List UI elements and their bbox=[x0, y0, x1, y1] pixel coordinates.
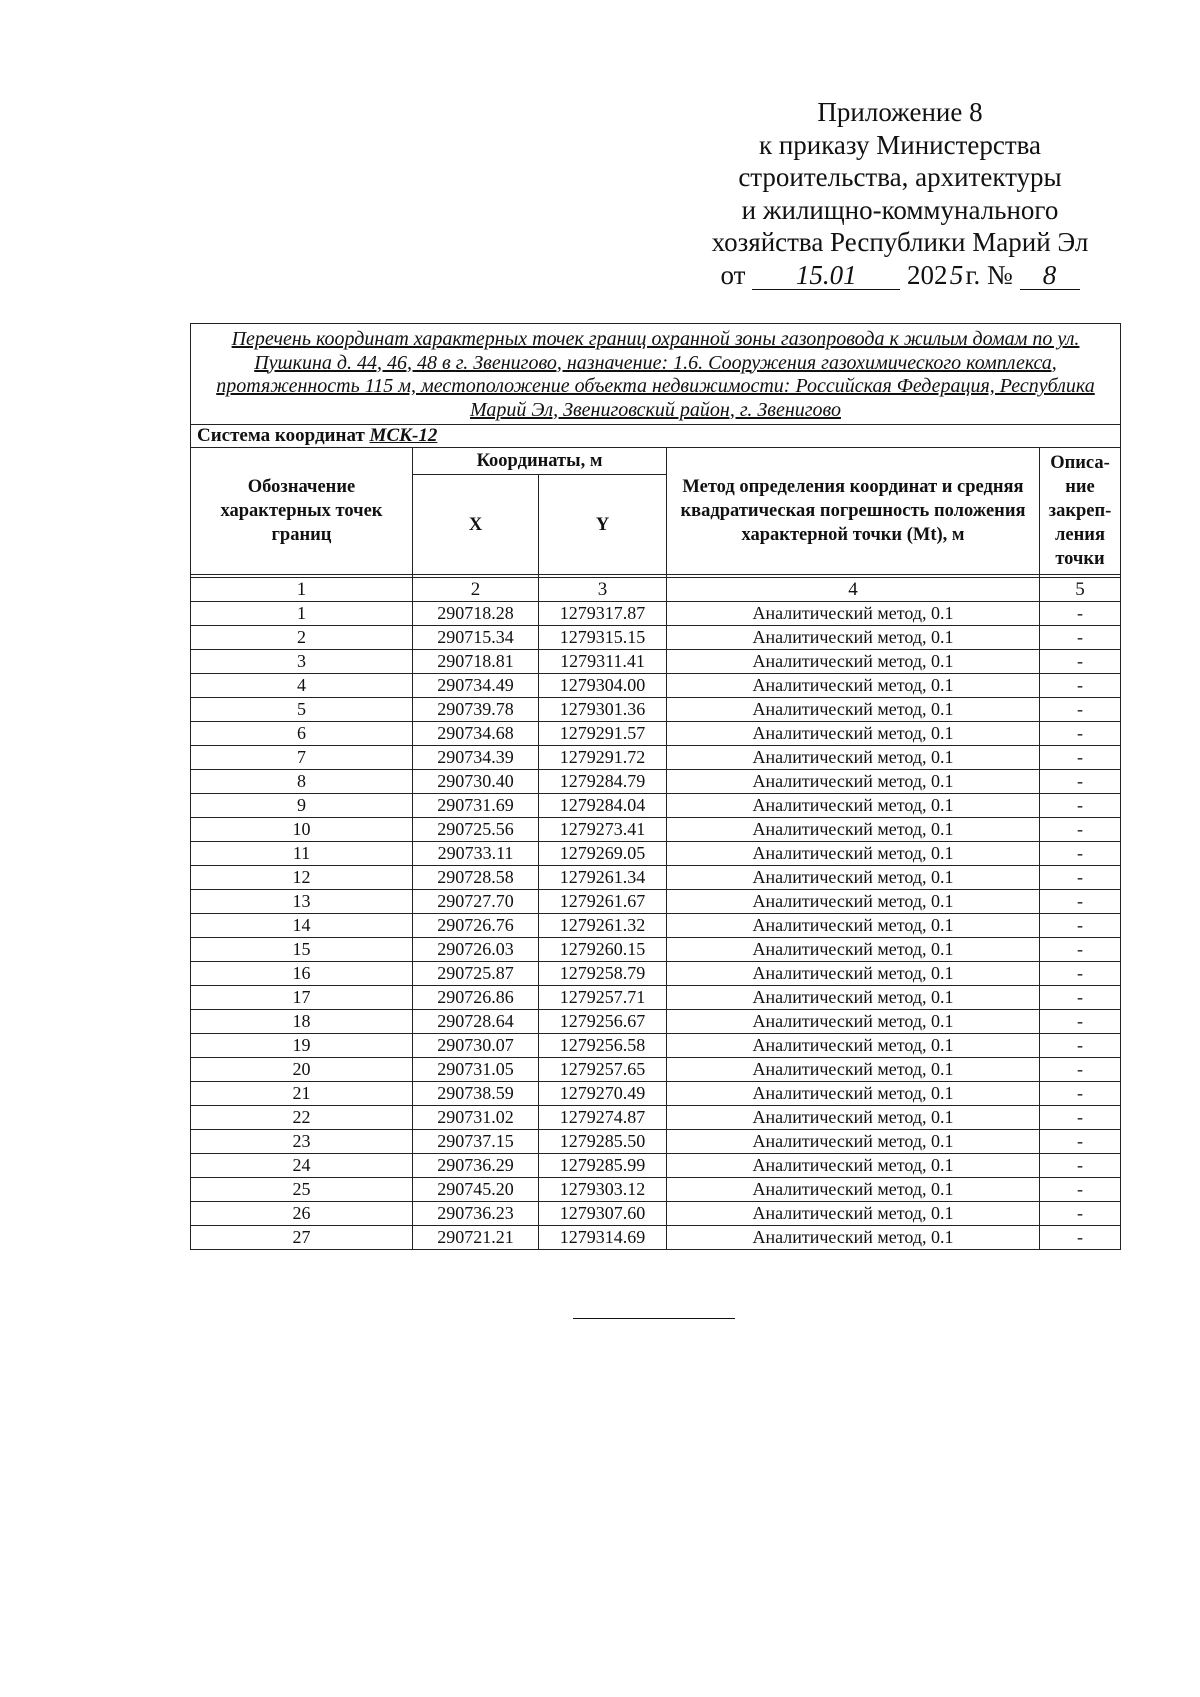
desc-cell: - bbox=[1040, 962, 1121, 986]
point-id-cell: 26 bbox=[191, 1202, 413, 1226]
year-prefix: 202 bbox=[906, 259, 948, 290]
appendix-title: Приложение 8 bbox=[817, 97, 983, 127]
y-cell: 1279261.67 bbox=[539, 890, 667, 914]
method-cell: Аналитический метод, 0.1 bbox=[667, 1010, 1040, 1034]
desc-cell: - bbox=[1040, 1154, 1121, 1178]
x-cell: 290721.21 bbox=[413, 1226, 539, 1250]
ministry-line-1: строительства, архитектуры bbox=[738, 162, 1062, 192]
table-row bbox=[191, 866, 1121, 890]
x-cell: 290733.11 bbox=[413, 842, 539, 866]
table-row bbox=[191, 698, 1121, 722]
y-cell: 1279285.50 bbox=[539, 1130, 667, 1154]
method-cell: Аналитический метод, 0.1 bbox=[667, 722, 1040, 746]
method-cell: Аналитический метод, 0.1 bbox=[667, 962, 1040, 986]
header-method: Метод определения координат и средняя квадратическая погрешность положения характерной точки (Mt), м bbox=[667, 448, 1040, 575]
end-rule bbox=[573, 1318, 735, 1319]
header-y: Y bbox=[539, 475, 667, 575]
order-date-line bbox=[680, 259, 1120, 292]
x-cell: 290731.69 bbox=[413, 794, 539, 818]
ministry-line-2: и жилищно-коммунального bbox=[741, 194, 1059, 225]
desc-cell: - bbox=[1040, 1226, 1121, 1250]
method-cell: Аналитический метод, 0.1 bbox=[667, 818, 1040, 842]
desc-cell: - bbox=[1040, 866, 1121, 890]
y-cell: 1279291.72 bbox=[539, 746, 667, 770]
method-cell: Аналитический метод, 0.1 bbox=[667, 770, 1040, 794]
x-cell: 290725.87 bbox=[413, 962, 539, 986]
desc-cell: - bbox=[1040, 938, 1121, 962]
header-desc: Описа-ние закреп-ления точки bbox=[1040, 448, 1121, 575]
coordinate-system-row bbox=[191, 425, 1121, 448]
column-number: 4 bbox=[667, 578, 1040, 602]
desc-cell: - bbox=[1040, 1058, 1121, 1082]
table-row bbox=[191, 1130, 1121, 1154]
x-cell: 290745.20 bbox=[413, 1178, 539, 1202]
method-cell: Аналитический метод, 0.1 bbox=[667, 842, 1040, 866]
x-cell: 290728.64 bbox=[413, 1010, 539, 1034]
y-cell: 1279269.05 bbox=[539, 842, 667, 866]
table-row bbox=[191, 674, 1121, 698]
y-cell: 1279314.69 bbox=[539, 1226, 667, 1250]
table-row bbox=[191, 986, 1121, 1010]
table-row bbox=[191, 890, 1121, 914]
column-number-row bbox=[191, 578, 1121, 602]
point-id-cell: 14 bbox=[191, 914, 413, 938]
x-cell: 290734.49 bbox=[413, 674, 539, 698]
point-id-cell: 16 bbox=[191, 962, 413, 986]
y-cell: 1279284.04 bbox=[539, 794, 667, 818]
handwritten-year-digit: 5 bbox=[949, 259, 964, 290]
desc-cell: - bbox=[1040, 746, 1121, 770]
point-id-cell: 20 bbox=[191, 1058, 413, 1082]
method-cell: Аналитический метод, 0.1 bbox=[667, 650, 1040, 674]
desc-cell: - bbox=[1040, 914, 1121, 938]
y-cell: 1279291.57 bbox=[539, 722, 667, 746]
x-cell: 290738.59 bbox=[413, 1082, 539, 1106]
column-number: 1 bbox=[191, 578, 413, 602]
method-cell: Аналитический метод, 0.1 bbox=[667, 1178, 1040, 1202]
desc-cell: - bbox=[1040, 650, 1121, 674]
x-cell: 290726.86 bbox=[413, 986, 539, 1010]
y-cell: 1279273.41 bbox=[539, 818, 667, 842]
desc-cell: - bbox=[1040, 986, 1121, 1010]
y-cell: 1279261.32 bbox=[539, 914, 667, 938]
table-row bbox=[191, 962, 1121, 986]
desc-cell: - bbox=[1040, 890, 1121, 914]
y-cell: 1279304.00 bbox=[539, 674, 667, 698]
method-cell: Аналитический метод, 0.1 bbox=[667, 1034, 1040, 1058]
method-cell: Аналитический метод, 0.1 bbox=[667, 602, 1040, 626]
header-row-1 bbox=[191, 448, 1121, 475]
coordinate-system bbox=[191, 425, 1121, 448]
column-number: 2 bbox=[413, 578, 539, 602]
table-row bbox=[191, 746, 1121, 770]
y-cell: 1279256.58 bbox=[539, 1034, 667, 1058]
desc-cell: - bbox=[1040, 1106, 1121, 1130]
desc-cell: - bbox=[1040, 770, 1121, 794]
x-cell: 290718.81 bbox=[413, 650, 539, 674]
method-cell: Аналитический метод, 0.1 bbox=[667, 1154, 1040, 1178]
point-id-cell: 8 bbox=[191, 770, 413, 794]
desc-cell: - bbox=[1040, 1178, 1121, 1202]
date-prefix: от bbox=[720, 259, 746, 290]
desc-cell: - bbox=[1040, 602, 1121, 626]
desc-cell: - bbox=[1040, 626, 1121, 650]
table-row bbox=[191, 1034, 1121, 1058]
point-id-cell: 11 bbox=[191, 842, 413, 866]
desc-cell: - bbox=[1040, 818, 1121, 842]
method-cell: Аналитический метод, 0.1 bbox=[667, 1202, 1040, 1226]
point-id-cell: 13 bbox=[191, 890, 413, 914]
table-row bbox=[191, 842, 1121, 866]
point-id-cell: 23 bbox=[191, 1130, 413, 1154]
point-id-cell: 9 bbox=[191, 794, 413, 818]
point-id-cell: 3 bbox=[191, 650, 413, 674]
table-row bbox=[191, 1106, 1121, 1130]
x-cell: 290725.56 bbox=[413, 818, 539, 842]
x-cell: 290718.28 bbox=[413, 602, 539, 626]
table-row bbox=[191, 1058, 1121, 1082]
y-cell: 1279317.87 bbox=[539, 602, 667, 626]
point-id-cell: 15 bbox=[191, 938, 413, 962]
table-row bbox=[191, 602, 1121, 626]
y-cell: 1279257.71 bbox=[539, 986, 667, 1010]
y-cell: 1279261.34 bbox=[539, 866, 667, 890]
handwritten-order-number: 8 bbox=[1020, 261, 1080, 290]
table-row bbox=[191, 794, 1121, 818]
y-cell: 1279257.65 bbox=[539, 1058, 667, 1082]
point-id-cell: 4 bbox=[191, 674, 413, 698]
header-point: Обозначение характерных точек границ bbox=[191, 448, 413, 575]
x-cell: 290731.02 bbox=[413, 1106, 539, 1130]
point-id-cell: 17 bbox=[191, 986, 413, 1010]
method-cell: Аналитический метод, 0.1 bbox=[667, 674, 1040, 698]
y-cell: 1279260.15 bbox=[539, 938, 667, 962]
desc-cell: - bbox=[1040, 842, 1121, 866]
point-id-cell: 10 bbox=[191, 818, 413, 842]
table-title: Перечень координат характерных точек границ охранной зоны газопровода к жилым домам по ул. Пушкина д. 44, 46, 48 в г. Звенигово, назначение: 1.6. Сооружения газохимического комплекса, протяженность 115 м, местоположение объекта недвижимости: Российская Федерация, Республика Марий Эл, Звениговский район, г. Звенигово bbox=[191, 324, 1121, 425]
x-cell: 290736.29 bbox=[413, 1154, 539, 1178]
x-cell: 290730.40 bbox=[413, 770, 539, 794]
desc-cell: - bbox=[1040, 1082, 1121, 1106]
document-header bbox=[680, 96, 1120, 291]
table-row bbox=[191, 770, 1121, 794]
coordinate-system-label: Система координат bbox=[197, 425, 365, 446]
point-id-cell: 22 bbox=[191, 1106, 413, 1130]
x-cell: 290739.78 bbox=[413, 698, 539, 722]
table-row bbox=[191, 938, 1121, 962]
column-number: 3 bbox=[539, 578, 667, 602]
desc-cell: - bbox=[1040, 698, 1121, 722]
x-cell: 290734.39 bbox=[413, 746, 539, 770]
table-row bbox=[191, 818, 1121, 842]
desc-cell: - bbox=[1040, 1202, 1121, 1226]
order-ref-line: к приказу Министерства bbox=[758, 129, 1042, 160]
y-cell: 1279274.87 bbox=[539, 1106, 667, 1130]
point-id-cell: 2 bbox=[191, 626, 413, 650]
point-id-cell: 1 bbox=[191, 602, 413, 626]
x-cell: 290728.58 bbox=[413, 866, 539, 890]
y-cell: 1279303.12 bbox=[539, 1178, 667, 1202]
y-cell: 1279270.49 bbox=[539, 1082, 667, 1106]
x-cell: 290727.70 bbox=[413, 890, 539, 914]
y-cell: 1279285.99 bbox=[539, 1154, 667, 1178]
point-id-cell: 24 bbox=[191, 1154, 413, 1178]
method-cell: Аналитический метод, 0.1 bbox=[667, 890, 1040, 914]
header-coords: Координаты, м bbox=[413, 448, 667, 475]
y-cell: 1279307.60 bbox=[539, 1202, 667, 1226]
x-cell: 290730.07 bbox=[413, 1034, 539, 1058]
method-cell: Аналитический метод, 0.1 bbox=[667, 938, 1040, 962]
desc-cell: - bbox=[1040, 1034, 1121, 1058]
point-id-cell: 25 bbox=[191, 1178, 413, 1202]
method-cell: Аналитический метод, 0.1 bbox=[667, 626, 1040, 650]
desc-cell: - bbox=[1040, 1130, 1121, 1154]
point-id-cell: 7 bbox=[191, 746, 413, 770]
method-cell: Аналитический метод, 0.1 bbox=[667, 794, 1040, 818]
desc-cell: - bbox=[1040, 722, 1121, 746]
point-id-cell: 6 bbox=[191, 722, 413, 746]
table-row bbox=[191, 1202, 1121, 1226]
table-row bbox=[191, 1154, 1121, 1178]
method-cell: Аналитический метод, 0.1 bbox=[667, 1106, 1040, 1130]
x-cell: 290734.68 bbox=[413, 722, 539, 746]
method-cell: Аналитический метод, 0.1 bbox=[667, 1130, 1040, 1154]
desc-cell: - bbox=[1040, 794, 1121, 818]
point-id-cell: 5 bbox=[191, 698, 413, 722]
point-id-cell: 18 bbox=[191, 1010, 413, 1034]
table-row bbox=[191, 722, 1121, 746]
point-id-cell: 27 bbox=[191, 1226, 413, 1250]
table-row bbox=[191, 914, 1121, 938]
column-number: 5 bbox=[1040, 578, 1121, 602]
method-cell: Аналитический метод, 0.1 bbox=[667, 1058, 1040, 1082]
point-id-cell: 21 bbox=[191, 1082, 413, 1106]
y-cell: 1279311.41 bbox=[539, 650, 667, 674]
x-cell: 290736.23 bbox=[413, 1202, 539, 1226]
table-title-row bbox=[191, 324, 1121, 425]
point-id-cell: 12 bbox=[191, 866, 413, 890]
handwritten-date: 15.01 bbox=[752, 261, 900, 290]
table-row bbox=[191, 1010, 1121, 1034]
method-cell: Аналитический метод, 0.1 bbox=[667, 1226, 1040, 1250]
x-cell: 290731.05 bbox=[413, 1058, 539, 1082]
x-cell: 290726.03 bbox=[413, 938, 539, 962]
x-cell: 290726.76 bbox=[413, 914, 539, 938]
table-row bbox=[191, 1226, 1121, 1250]
x-cell: 290737.15 bbox=[413, 1130, 539, 1154]
method-cell: Аналитический метод, 0.1 bbox=[667, 914, 1040, 938]
table-row bbox=[191, 650, 1121, 674]
desc-cell: - bbox=[1040, 1010, 1121, 1034]
point-id-cell: 19 bbox=[191, 1034, 413, 1058]
method-cell: Аналитический метод, 0.1 bbox=[667, 746, 1040, 770]
table-row bbox=[191, 626, 1121, 650]
ministry-line-3: хозяйства Республики Марий Эл bbox=[711, 227, 1089, 257]
y-cell: 1279284.79 bbox=[539, 770, 667, 794]
year-suffix: г. № bbox=[965, 259, 1013, 290]
header-x: X bbox=[413, 475, 539, 575]
y-cell: 1279258.79 bbox=[539, 962, 667, 986]
method-cell: Аналитический метод, 0.1 bbox=[667, 986, 1040, 1010]
coordinates-table bbox=[190, 323, 1121, 1250]
y-cell: 1279301.36 bbox=[539, 698, 667, 722]
table-row bbox=[191, 1082, 1121, 1106]
method-cell: Аналитический метод, 0.1 bbox=[667, 866, 1040, 890]
method-cell: Аналитический метод, 0.1 bbox=[667, 698, 1040, 722]
y-cell: 1279256.67 bbox=[539, 1010, 667, 1034]
table-row bbox=[191, 1178, 1121, 1202]
coordinate-system-code: МСК-12 bbox=[369, 425, 438, 446]
desc-cell: - bbox=[1040, 674, 1121, 698]
method-cell: Аналитический метод, 0.1 bbox=[667, 1082, 1040, 1106]
table-body bbox=[191, 602, 1121, 1250]
y-cell: 1279315.15 bbox=[539, 626, 667, 650]
x-cell: 290715.34 bbox=[413, 626, 539, 650]
